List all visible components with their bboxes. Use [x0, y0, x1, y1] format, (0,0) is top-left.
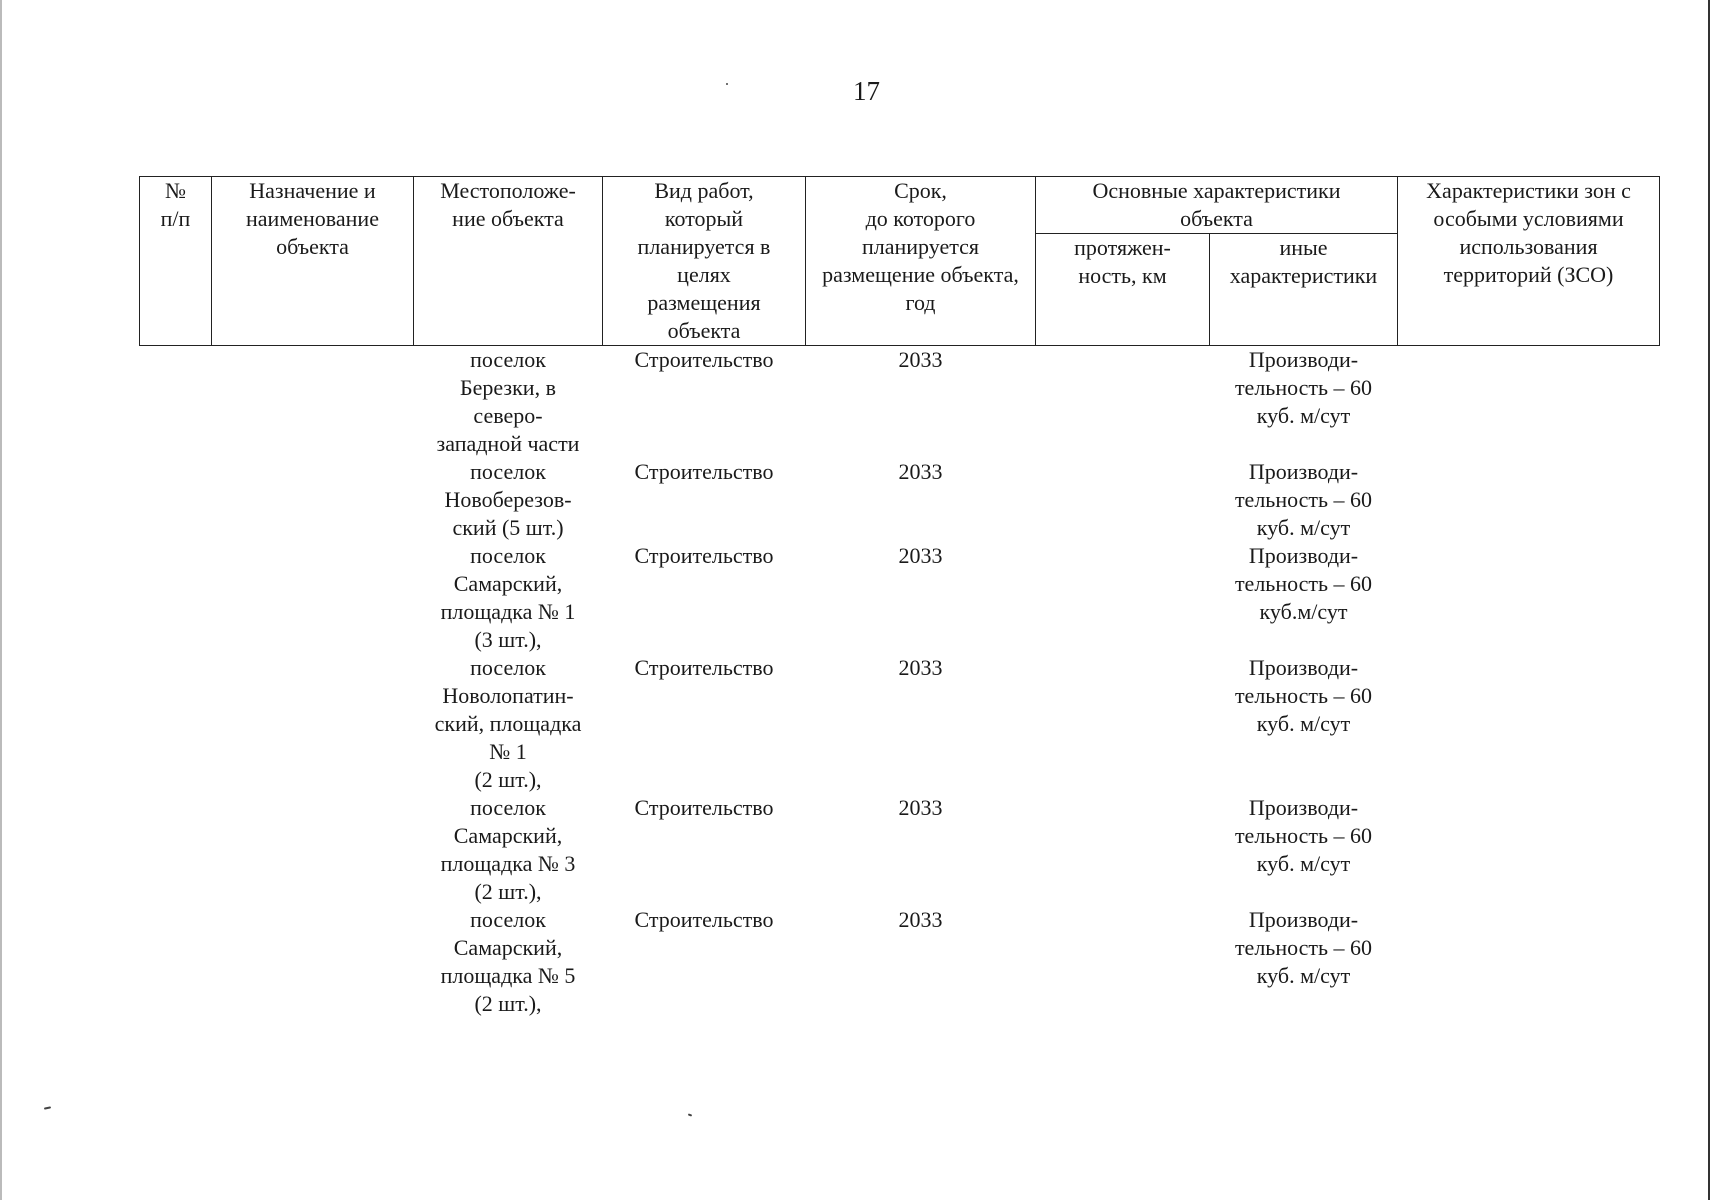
- cell-zones: [1398, 458, 1660, 542]
- cell-name: [212, 542, 414, 654]
- scan-speck: [44, 1106, 51, 1109]
- scan-speck: [726, 83, 728, 85]
- cell-zones: [1398, 542, 1660, 654]
- header-work-type: Вид работ, который планируется в целях размещения объекта: [603, 177, 806, 346]
- cell-work-type: Строительство: [634, 907, 774, 932]
- cell-num: [140, 794, 212, 906]
- cell-location: поселок Новолопатин- ский, площадка № 1 (2 шт.),: [434, 655, 582, 792]
- cell-year: 2033: [898, 655, 943, 680]
- cell-num: [140, 906, 212, 1018]
- table-row: [140, 458, 1660, 542]
- table-row: [140, 906, 1660, 1018]
- header-deadline: Срок, до которого планируется размещение объекта, год: [806, 177, 1036, 346]
- cell-length: [1036, 906, 1210, 1018]
- cell-name: [212, 458, 414, 542]
- cell-name: [212, 654, 414, 794]
- page-left-edge: [0, 0, 2, 1200]
- cell-work-type: Строительство: [634, 459, 774, 484]
- cell-location: поселок Самарский, площадка № 5 (2 шт.),: [440, 907, 576, 1016]
- cell-work-type: Строительство: [634, 543, 774, 568]
- header-main-characteristics: Основные характеристики объекта: [1036, 177, 1398, 234]
- cell-other: Производи- тельность – 60 куб. м/сут: [1234, 795, 1373, 876]
- cell-location: поселок Самарский, площадка № 1 (3 шт.),: [440, 543, 576, 652]
- cell-num: [140, 458, 212, 542]
- header-location: Местоположе- ние объекта: [414, 177, 603, 346]
- cell-other: Производи- тельность – 60 куб. м/сут: [1234, 347, 1373, 428]
- table-body: [140, 346, 1660, 1019]
- cell-name: [212, 794, 414, 906]
- cell-other: Производи- тельность – 60 куб. м/сут: [1234, 907, 1373, 988]
- table-row: [140, 794, 1660, 906]
- objects-table: [139, 176, 1660, 1018]
- table-row: [140, 542, 1660, 654]
- cell-length: [1036, 458, 1210, 542]
- cell-year: 2033: [898, 543, 943, 568]
- cell-other: Производи- тельность – 60 куб. м/сут: [1234, 459, 1373, 540]
- cell-year: 2033: [898, 347, 943, 372]
- cell-length: [1036, 542, 1210, 654]
- cell-year: 2033: [898, 795, 943, 820]
- cell-location: поселок Самарский, площадка № 3 (2 шт.),: [440, 795, 576, 904]
- header-name: Назначение и наименование объекта: [212, 177, 414, 346]
- cell-name: [212, 346, 414, 459]
- cell-other: Производи- тельность – 60 куб.м/сут: [1234, 543, 1373, 624]
- header-other: иные характеристики: [1210, 234, 1398, 346]
- cell-other: Производи- тельность – 60 куб. м/сут: [1234, 655, 1373, 736]
- table-row: [140, 346, 1660, 459]
- cell-num: [140, 542, 212, 654]
- cell-zones: [1398, 906, 1660, 1018]
- cell-work-type: Строительство: [634, 655, 774, 680]
- cell-work-type: Строительство: [634, 347, 774, 372]
- cell-zones: [1398, 346, 1660, 459]
- scan-speck: [688, 1113, 692, 1116]
- cell-location: поселок Новоберезов- ский (5 шт.): [444, 459, 572, 540]
- header-length: протяжен- ность, км: [1036, 234, 1210, 346]
- cell-length: [1036, 346, 1210, 459]
- table-header: [140, 177, 1660, 346]
- cell-name: [212, 906, 414, 1018]
- cell-location: поселок Березки, в северо- западной части: [436, 347, 580, 456]
- cell-num: [140, 346, 212, 459]
- header-row-top: [140, 177, 1660, 234]
- cell-length: [1036, 794, 1210, 906]
- header-zones: Характеристики зон с особыми условиями использования территорий (ЗСО): [1398, 177, 1660, 346]
- cell-zones: [1398, 794, 1660, 906]
- cell-work-type: Строительство: [634, 795, 774, 820]
- cell-zones: [1398, 654, 1660, 794]
- cell-year: 2033: [898, 907, 943, 932]
- cell-year: 2033: [898, 459, 943, 484]
- page-number: 17: [853, 76, 880, 106]
- cell-num: [140, 654, 212, 794]
- table-row: [140, 654, 1660, 794]
- cell-length: [1036, 654, 1210, 794]
- header-num: № п/п: [140, 177, 212, 346]
